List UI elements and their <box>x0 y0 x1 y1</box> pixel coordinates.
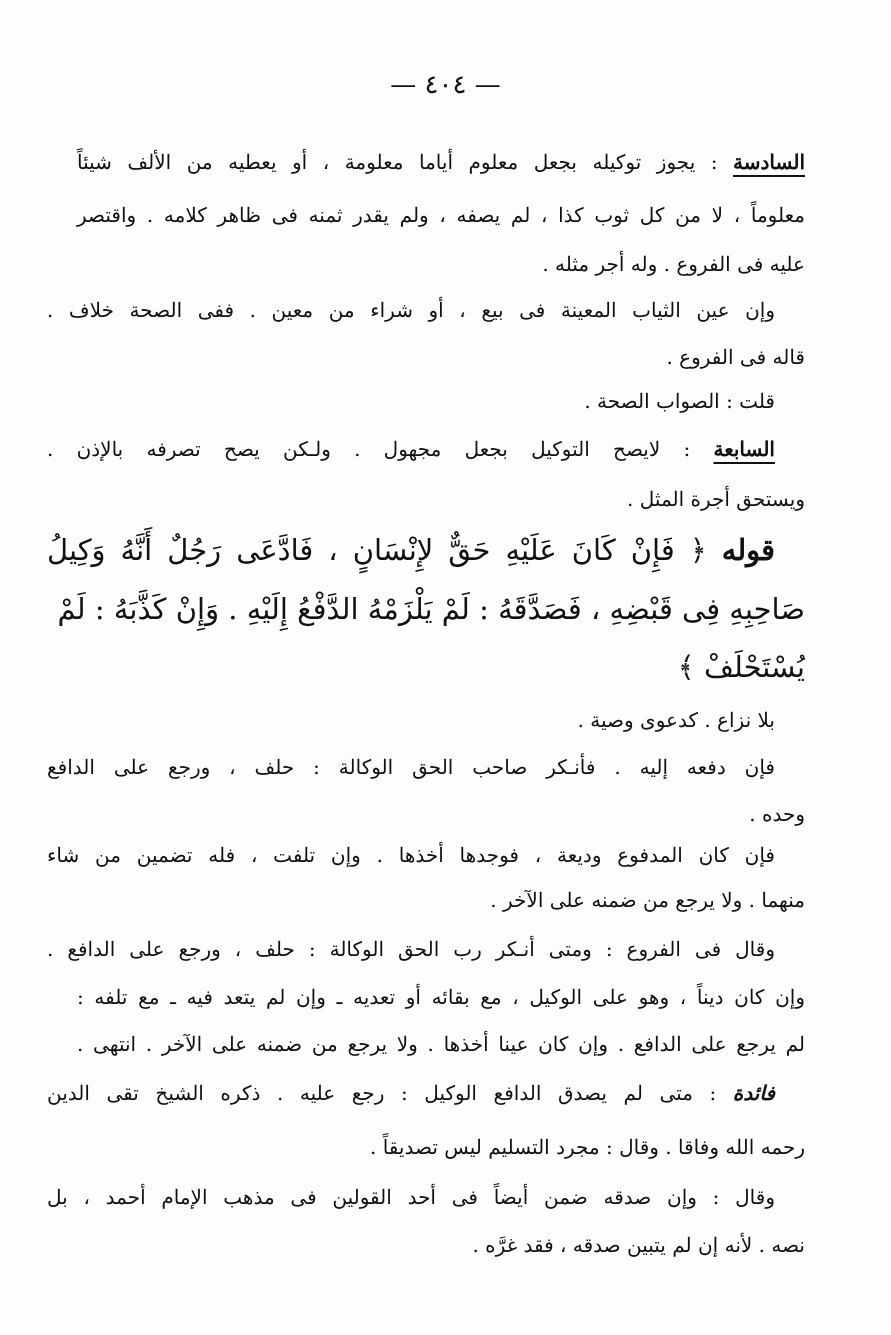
quote-label: قوله <box>721 533 776 567</box>
text-line <box>47 432 805 466</box>
text-line: وإن عين الثياب المعينة فى بيع ، أو شراء من معين . ففى الصحة خلاف . <box>47 298 775 322</box>
note-label: فائدة <box>732 1081 775 1105</box>
line-text: : متى لم يصدق الدافع الوكيل : رجع عليه . ذكره الشيخ تقى الدين <box>47 1081 717 1105</box>
page-number: — ٤٠٤ — <box>390 70 501 100</box>
text-line: ويستحق أجرة المثل . <box>627 487 805 511</box>
text-line: وحده . <box>749 802 805 826</box>
quote-line: صَاحِبِهِ فِى قَبْضِهِ ، فَصَدَّقَهُ : لَمْ يَلْزَمْهُ الدَّفْعُ إِلَيْهِ . وَإِنْ كَذَّبَهُ : لَمْ <box>57 592 805 626</box>
text-line: عليه فى الفروع . وله أجر مثله . <box>542 252 805 276</box>
text-line: معلوماً ، لا من كل ثوب كذا ، لم يصفه ، ولم يقدر ثمنه فى ظاهر كلامه . واقتصر <box>77 203 805 227</box>
text-line: نصه . لأنه إن لم يتبين صدقه ، فقد غرَّه . <box>472 1233 805 1257</box>
line-text: : يجوز توكيله بجعل معلوم أياما معلومة ، أو يعطيه من الألف شيئاً <box>77 150 718 174</box>
line-text: : لايصح التوكيل بجعل مجهول . ولـكن يصح تصرفه بالإذن . <box>47 437 691 461</box>
text-line: فإن كان المدفوع وديعة ، فوجدها أخذها . وإن تلفت ، فله تضمين من شاء <box>47 843 775 867</box>
text-line: رحمه الله وفاقا . وقال : مجرد التسليم ليس تصديقاً . <box>369 1135 805 1159</box>
quote-line: يُسْتَحْلَفْ ﴾ <box>677 650 805 684</box>
text-line: قلت : الصواب الصحة . <box>584 389 775 413</box>
section-heading-seventh: السابعة <box>713 437 775 461</box>
text-line: قاله فى الفروع . <box>666 345 805 369</box>
text-line: لم يرجع على الدافع . وإن كان عينا أخذها . ولا يرجع من ضمنه على الآخر . انتهى . <box>77 1032 805 1056</box>
text-line: منهما . ولا يرجع من ضمنه على الآخر . <box>490 888 805 912</box>
text-line: بلا نزاع . كدعوى وصية . <box>577 708 775 732</box>
text-line <box>47 1076 805 1110</box>
text-line: وقال : وإن صدقه ضمن أيضاً فى أحد القولين فى مذهب الإمام أحمد ، بل <box>47 1185 775 1209</box>
text-line: فإن دفعه إليه . فأنـكر صاحب الحق الوكالة : حلف ، ورجع على الدافع <box>47 755 775 779</box>
text-line: وقال فى الفروع : ومتى أنـكر رب الحق الوكالة : حلف ، ورجع على الدافع . <box>47 937 775 961</box>
section-heading-sixth: السادسة <box>733 150 806 174</box>
quote-line <box>47 527 805 573</box>
line-text: ﴿ فَإِنْ كَانَ عَلَيْهِ حَقٌّ لإِنْسَانٍ ، فَادَّعَى رَجُلٌ أَنَّهُ وَكِيلُ <box>47 533 707 567</box>
text-line: وإن كان ديناً ، وهو على الوكيل ، مع بقائه أو تعديه ـ وإن لم يتعد فيه ـ مع تلفه : <box>77 985 805 1009</box>
text-line <box>77 145 805 179</box>
